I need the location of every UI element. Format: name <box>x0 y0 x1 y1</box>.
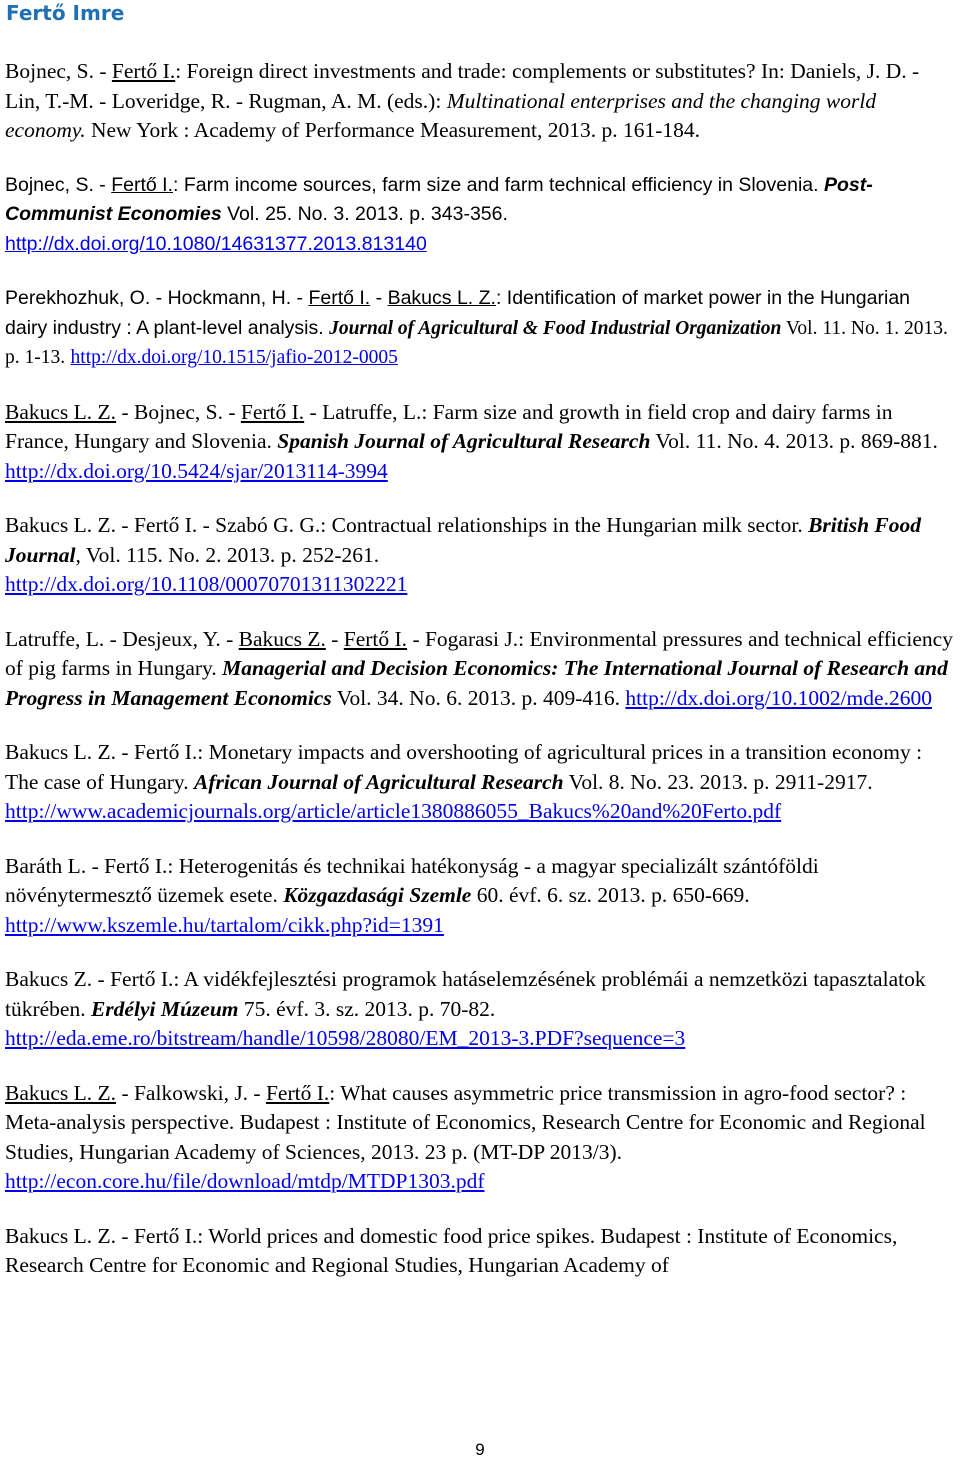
reference-text: Perekhozhuk, O. - Hockmann, H. - <box>5 287 309 309</box>
reference-text: : What causes asymmetric price transmission in agro-food sector? : Meta-analysis perspective. Budapest : Institute of Economics, Research Centre for Economic and Regional Studies, Hungarian Academy of Sciences, 2013. 23 p. (MT-DP 2013/3). <box>5 1080 926 1164</box>
article-link[interactable]: http://www.academicjournals.org/article/article1380886055_Bakucs%20and%20Ferto.pdf <box>5 799 782 823</box>
reference-text: : Identification of market power in the Hungarian dairy industry : A plant-level analysis. <box>5 287 911 339</box>
book-title: Multinational enterprises and the changing world economy. <box>5 88 877 142</box>
reference-details: 75. évf. 3. sz. 2013. p. 70-82. <box>238 996 496 1021</box>
author-link[interactable]: Fertő I. <box>308 287 371 309</box>
author-link[interactable]: Fertő I. <box>111 59 176 83</box>
reference-item <box>5 57 953 146</box>
journal-title: Spanish Journal of Agricultural Research <box>277 429 651 453</box>
reference-text: - Bojnec, S. - <box>116 399 241 424</box>
reference-text: Baráth L. - Fertő I.: Heterogenitás és technikai hatékonyság - a magyar specializált szántóföldi növénytermesztő üzemek esete. <box>5 853 819 907</box>
reference-item <box>5 738 953 827</box>
author-link[interactable]: Bakucs L. Z. <box>5 399 117 424</box>
page-number: 9 <box>475 1440 485 1459</box>
reference-text: Latruffe, L. - Desjeux, Y. - <box>5 626 239 651</box>
reference-text: - <box>370 287 388 309</box>
reference-details: New York : Academy of Performance Measurement, 2013. p. 161-184. <box>85 118 701 142</box>
journal-title: African Journal of Agricultural Research <box>194 769 564 794</box>
author-link[interactable]: Fertő I. <box>240 399 305 424</box>
reference-text: Bakucs L. Z. - Fertő I. - Szabó G. G.: Contractual relationships in the Hungarian milk sector. <box>5 513 809 537</box>
author-link[interactable]: Bakucs L. Z. <box>5 1080 117 1105</box>
reference-details: Vol. 25. No. 3. 2013. p. 343-356. <box>221 203 508 225</box>
reference-details: Vol. 11. No. 1. 2013. p. 1-13. <box>5 317 948 368</box>
author-link[interactable]: Fertő I. <box>265 1080 330 1105</box>
journal-title: Közgazdasági Szemle <box>283 883 472 907</box>
reference-text: Bojnec, S. - <box>5 173 112 196</box>
reference-text: - Latruffe, L.: Farm size and growth in field crop and dairy farms in France, Hungary and Slovenia. <box>5 399 893 453</box>
reference-item <box>5 171 953 260</box>
reference-text: - Falkowski, J. - <box>116 1080 266 1105</box>
reference-text: Bakucs L. Z. - Fertő I.: World prices and domestic food price spikes. Budapest : Institute of Economics, Research Centre for Economic and Regional Studies, Hungarian Academy of <box>5 1223 898 1277</box>
reference-item <box>5 852 953 941</box>
journal-title: Post-Communist Economies <box>5 173 873 225</box>
reference-item <box>5 1079 953 1197</box>
page-title: Fertő Imre <box>6 1 125 25</box>
reference-details: Vol. 34. No. 6. 2013. p. 409-416. <box>331 685 620 710</box>
reference-text: : Farm income sources, farm size and farm technical efficiency in Slovenia. <box>173 173 824 196</box>
download-link[interactable]: http://econ.core.hu/file/download/mtdp/MTDP1303.pdf <box>5 1169 485 1193</box>
reference-text: - <box>325 626 344 651</box>
reference-item <box>5 965 953 1054</box>
reference-text: Bakucs Z. - Fertő I.: A vidékfejlesztési programok hatáselemzésének problémái a nemzetközi tapasztalatok tükrében. <box>5 967 926 1021</box>
journal-title: Erdélyi Múzeum <box>90 996 239 1021</box>
author-link[interactable]: Fertő I. <box>111 173 173 196</box>
reference-text: Bojnec, S. - <box>5 59 112 83</box>
article-link[interactable]: http://eda.eme.ro/bitstream/handle/10598/28080/EM_2013-3.PDF?sequence=3 <box>5 1026 686 1050</box>
reference-item <box>5 284 953 373</box>
reference-details: 60. évf. 6. sz. 2013. p. 650-669. <box>471 883 750 907</box>
reference-details: Vol. 11. No. 4. 2013. p. 869-881. <box>650 429 938 453</box>
doi-link[interactable]: http://dx.doi.org/10.5424/sjar/2013114-3994 <box>5 458 388 483</box>
reference-list <box>5 57 953 1306</box>
reference-details: , Vol. 115. No. 2. 2013. p. 252-261. <box>75 542 380 567</box>
reference-text: Bakucs L. Z. - Fertő I.: Monetary impacts and overshooting of agricultural prices in a transition economy : The case of Hungary. <box>5 740 923 794</box>
doi-link[interactable]: http://dx.doi.org/10.1515/jafio-2012-0005 <box>70 347 398 368</box>
doi-link[interactable]: http://dx.doi.org/10.1002/mde.2600 <box>625 685 932 710</box>
journal-title: Journal of Agricultural & Food Industrial Organization <box>329 317 782 339</box>
reference-text: : Foreign direct investments and trade: complements or substitutes? In: Daniels, J. D. - Lin, T.-M. - Loveridge, R. - Rugman, A. M. (eds.): <box>5 59 920 113</box>
author-link[interactable]: Fertő I. <box>343 626 408 651</box>
reference-details: Vol. 8. No. 23. 2013. p. 2911-2917. <box>563 769 873 794</box>
reference-item <box>5 1222 953 1281</box>
doi-link[interactable]: http://dx.doi.org/10.1108/00070701311302221 <box>5 572 408 596</box>
reference-item <box>5 398 953 487</box>
article-link[interactable]: http://www.kszemle.hu/tartalom/cikk.php?id=1391 <box>5 912 444 937</box>
journal-title: British Food Journal <box>5 513 922 567</box>
author-link[interactable]: Bakucs L. Z. <box>387 287 496 309</box>
reference-item <box>5 511 953 600</box>
reference-text: - Fogarasi J.: Environmental pressures and technical efficiency of pig farms in Hungary. <box>5 626 953 680</box>
journal-title: Managerial and Decision Economics: The International Journal of Research and Progress in Management Economics <box>5 656 948 710</box>
doi-link[interactable]: http://dx.doi.org/10.1080/14631377.2013.813140 <box>5 232 427 255</box>
reference-item <box>5 625 953 714</box>
author-link[interactable]: Bakucs Z. <box>238 626 326 651</box>
